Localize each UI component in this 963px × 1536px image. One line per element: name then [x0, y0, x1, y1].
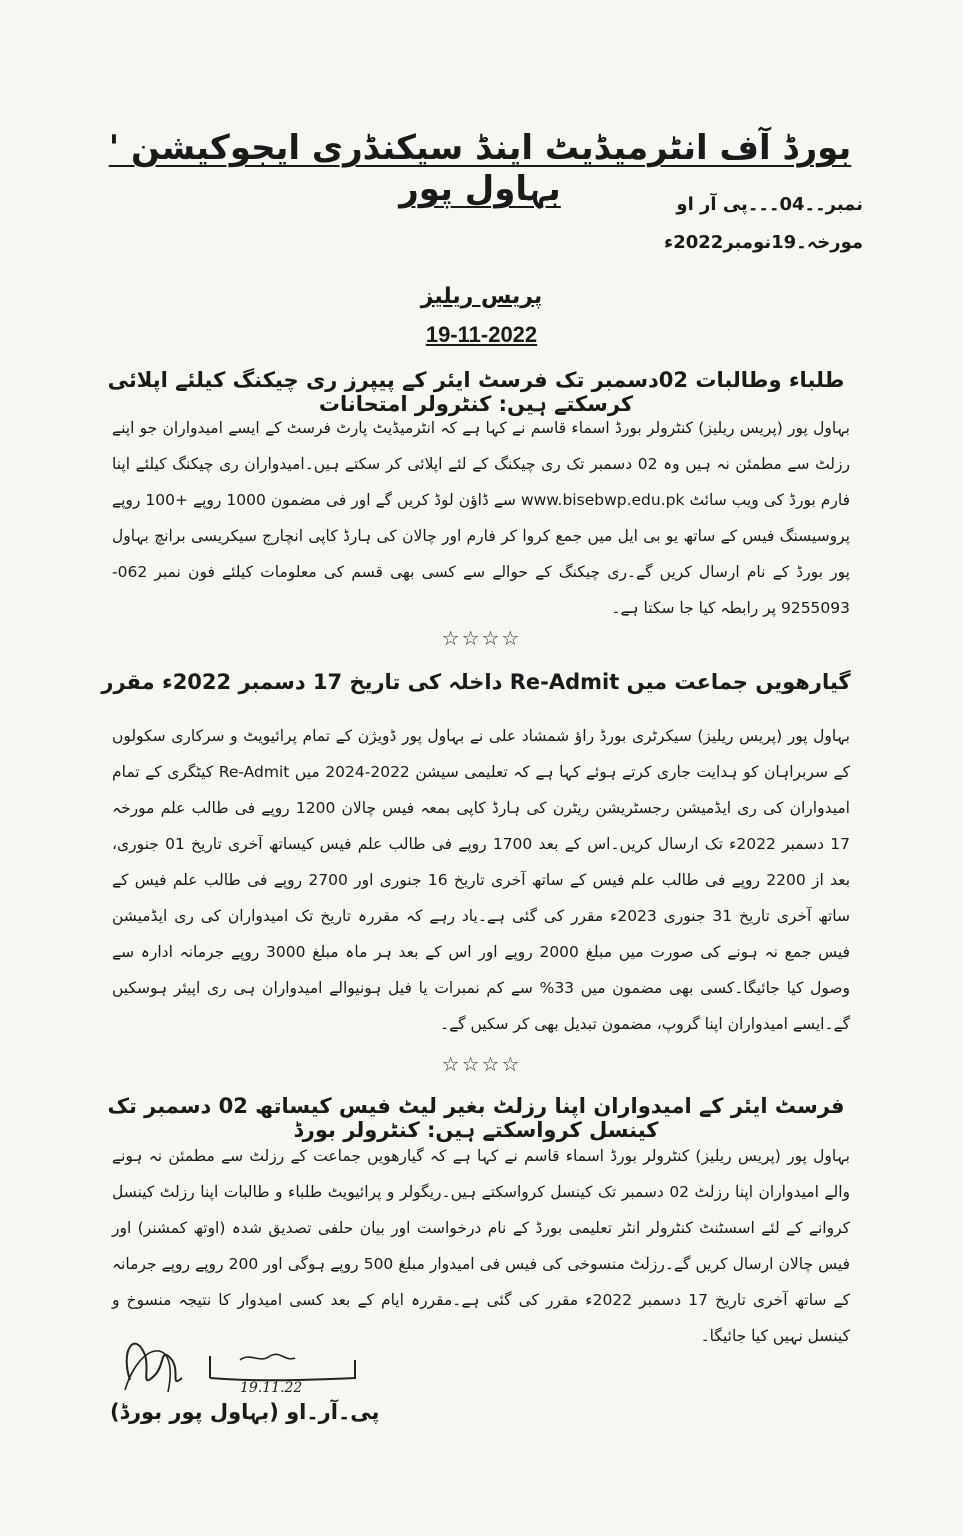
section-2-heading: گیارھویں جماعت میں Re-Admit داخلہ کی تاریخ 17 دسمبر 2022ء مقرر — [101, 670, 851, 694]
section-2-body: بہاول پور (پریس ریلیز) سیکرٹری بورڈ راؤ شمشاد علی نے بہاول پور ڈویژن کے تمام پرائیویٹ و سرکاری سکولوں کے سربراہان کو ہدایت جاری کرتے ہوئے کہا ہے کہ تعلیمی سیشن 2022-2024 میں Re-Admit کیٹگری کے تمام امیدواران کی ری ایڈمیشن رجسٹریشن ریٹرن کی ہارڈ کاپی بمعہ فیس چالان 1200 روپے فی طالب علم مورخہ 17 دسمبر 2022ء تک ارسال کریں۔اس کے بعد 1700 روپے فی طالب علم فیس کیساتھ آخری تاریخ 01 جنوری، بعد از 2200 روپے فی طالب علم فیس کے ساتھ آخری تاریخ 16 جنوری اور 2700 روپے فی طالب علم فیس کے ساتھ آخری تاریخ 31 جنوری 2023ء مقرر کی گئی ہے۔یاد رہے کہ مقررہ تاریخ تک امیدواران کی ری ایڈمیشن فیس جمع نہ ہونے کی صورت میں مبلغ 2000 روپے اور اس کے بعد ہر ماہ مبلغ 3000 روپے جرمانہ ادارہ سے وصول کیا جائیگا۔کسی بھی مضمون میں 33% سے کم نمبرات یا فیل ہونیوالے امیدواران ہی ری اپیئر ہوسکیں گے۔ایسے امیدواران اپنا گروپ، مضمون تبدیل بھی کر سکیں گے۔ — [112, 727, 851, 1033]
board-title: بورڈ آف انٹرمیڈیٹ اینڈ سیکنڈری ایجوکیشن ' بہاول پور — [108, 128, 852, 209]
section-1-body: بہاول پور (پریس ریلیز) کنٹرولر بورڈ اسماء قاسم نے کہا ہے کہ انٹرمیڈیٹ پارٹ فرسٹ کے ایسے امیدواران جو اپنے رزلٹ سے مطمئن نہ ہیں وہ 02 دسمبر تک ری چیکنگ کے لئے اپلائی کر سکتے ہیں۔امیدواران ری چیکنگ کیلئے اپنا فارم بورڈ کی ویب سائٹ www.bisebwp.edu.pk سے ڈاؤن لوڈ کریں گے اور فی مضمون 1000 روپے +100 روپے پروسیسنگ فیس کے ساتھ یو بی ایل میں جمع کروا کر فارم اور چالان کی ہارڈ کاپی انچارج سیکریسی برانچ بہاول پور بورڈ کے نام ارسال کریں گے۔ری چیکنگ کے حوالے سے کسی بھی قسم کی معلومات کیلئے فون نمبر 062-9255093 پر رابطہ کیا جا سکتا ہے۔ — [112, 419, 851, 617]
handwritten-signature — [110, 1320, 410, 1410]
section-3-heading: فرسٹ ایئر کے امیدواران اپنا رزلٹ بغیر لیٹ فیس کیساتھ 02 دسمبر تک کینسل کرواسکتے ہیں: کنٹرولر بورڈ — [107, 1094, 845, 1142]
section-3-body: بہاول پور (پریس ریلیز) کنٹرولر بورڈ اسماء قاسم نے کہا ہے کہ گیارھویں جماعت کے رزلٹ سے مطمئن نہ ہونے والے امیدواران اپنا رزلٹ 02 دسمبر تک کینسل کرواسکتے ہیں۔ریگولر و پرائیویٹ طلباء و طالبات اپنا رزلٹ کینسل کروانے کے لئے اسسٹنٹ کنٹرولر انٹر تعلیمی بورڈ کے نام درخواست اور بیان حلفی تصدیق شدہ (اوتھ کمشنر) اور فیس چالان ارسال کریں گے۔رزلٹ منسوخی کی فیس فی امیدوار مبلغ 500 روپے ہوگی اور 200 روپے روپے جرمانہ کے ساتھ آخری تاریخ 17 دسمبر 2022ء مقرر کی گئی ہے۔مقررہ ایام کے بعد کسی امیدوار کا نتیجہ منسوخ و کینسل نہیں کیا جائیگا۔ — [112, 1147, 850, 1345]
pro-designation: پی۔آر۔او (بہاول پور بورڈ) — [110, 1400, 380, 1424]
press-release-label: پریس ریلیز — [420, 284, 543, 309]
separator-stars-1: ☆☆☆☆ — [441, 626, 522, 650]
separator-stars-2: ☆☆☆☆ — [441, 1052, 522, 1076]
reference-number: نمبر۔۔04۔۔۔پی آر او — [676, 194, 863, 215]
press-release-date: 19-11-2022 — [425, 322, 538, 347]
issue-date: مورخہ۔19نومبر2022ء — [664, 232, 863, 253]
signature-date: 19.11.22 — [240, 1380, 303, 1396]
section-1-heading: طلباء وطالبات 02دسمبر تک فرسٹ ایئر کے پیپرز ری چیکنگ کیلئے اپلائی کرسکتے ہیں: کنٹرولر امتحانات — [107, 368, 845, 416]
